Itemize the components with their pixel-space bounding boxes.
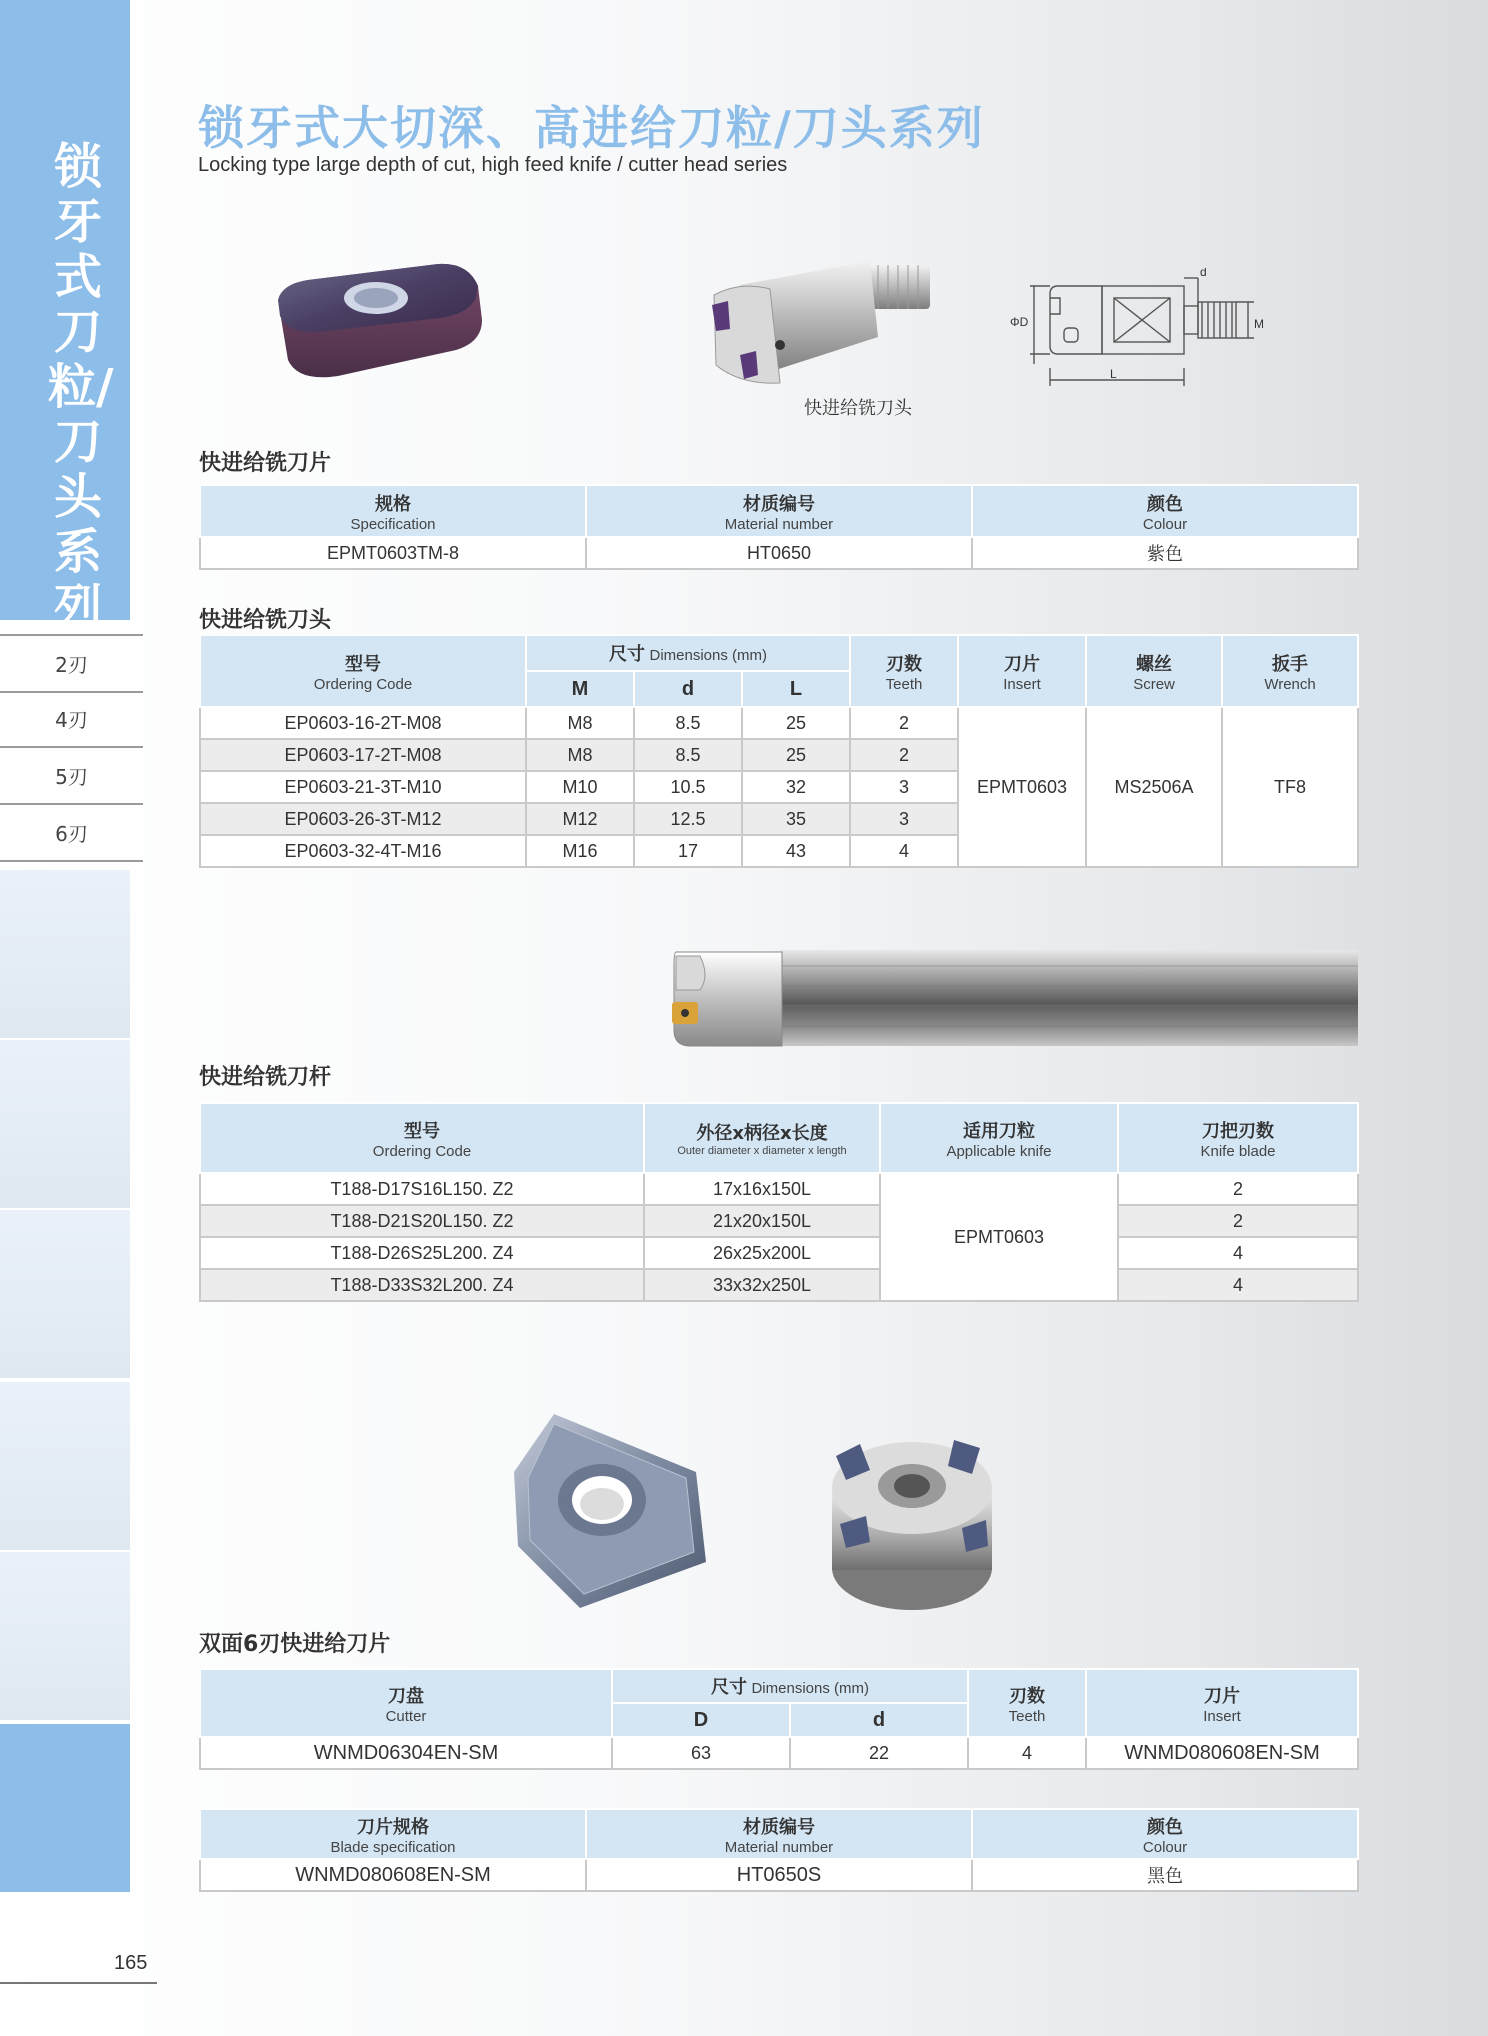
cell-code: EP0603-26-3T-M12 [200, 803, 526, 835]
cell-d: 12.5 [634, 803, 742, 835]
header-teeth: 刃数 Teeth [850, 635, 958, 707]
cell-d: 8.5 [634, 707, 742, 739]
cutter-head-caption: 快进给铣刀头 [804, 398, 912, 419]
header-d: d [634, 671, 742, 707]
sidebar [0, 0, 143, 2036]
page-title: 锁牙式大切深、高进给刀粒/刀头系列 [198, 101, 985, 155]
cell-teeth: 4 [850, 835, 958, 867]
sidebar-stripe [0, 1552, 130, 1722]
sidebar-item-label: 6刃 [55, 822, 88, 846]
header-dimensions: 尺寸 Dimensions (mm) [612, 1669, 968, 1703]
cell-M: M16 [526, 835, 634, 867]
cell-M: M12 [526, 803, 634, 835]
cell-screw: MS2506A [1086, 707, 1222, 867]
header-blade-specification: 刀片规格 Blade specification [200, 1809, 586, 1859]
table-row [200, 1237, 1358, 1269]
drawing-label-L: L [1110, 367, 1117, 381]
cell-teeth: 4 [968, 1737, 1086, 1769]
header-ordering-code: 型号 Ordering Code [200, 1103, 644, 1173]
cell-d: 8.5 [634, 739, 742, 771]
table-row [200, 1859, 1358, 1891]
cell-code: EP0603-21-3T-M10 [200, 771, 526, 803]
header-size: 外径x柄径x长度 Outer diameter x diameter x length [644, 1103, 880, 1173]
header-teeth: 刃数 Teeth [968, 1669, 1086, 1737]
page-number: 165 [114, 1952, 148, 1974]
table-row [200, 1737, 1358, 1769]
header-material: 材质编号 Material number [586, 1809, 972, 1859]
sidebar-stripe [0, 1382, 130, 1552]
cell-blades: 4 [1118, 1237, 1358, 1269]
cell-size: 33x32x250L [644, 1269, 880, 1301]
section-heading-insert: 快进给铣刀片 [199, 451, 332, 476]
sidebar-stripe [0, 1210, 130, 1380]
header-D: D [612, 1703, 790, 1737]
header-cutter: 刀盘 Cutter [200, 1669, 612, 1737]
cell-teeth: 3 [850, 803, 958, 835]
drawing-label-D: ΦD [1010, 315, 1029, 329]
header-insert: 刀片 Insert [958, 635, 1086, 707]
cell-teeth: 2 [850, 707, 958, 739]
cell-L: 25 [742, 707, 850, 739]
cell-applicable-knife: EPMT0603 [880, 1173, 1118, 1301]
cell-wrench: TF8 [1222, 707, 1358, 867]
cell-material: HT0650 [586, 537, 972, 569]
cell-code: EP0603-17-2T-M08 [200, 739, 526, 771]
cell-code: T188-D17S16L150. Z2 [200, 1173, 644, 1205]
table-row [200, 1173, 1358, 1205]
cell-code: EP0603-16-2T-M08 [200, 707, 526, 739]
cell-teeth: 2 [850, 739, 958, 771]
cell-colour: 黑色 [972, 1859, 1358, 1891]
cell-insert: WNMD080608EN-SM [1086, 1737, 1358, 1769]
cell-blades: 2 [1118, 1205, 1358, 1237]
sidebar-title: 锁牙式刀粒/刀头系列 [48, 139, 114, 635]
cell-L: 43 [742, 835, 850, 867]
sidebar-stripe [0, 870, 130, 1040]
cell-D: 63 [612, 1737, 790, 1769]
header-ordering-code: 型号 Ordering Code [200, 635, 526, 707]
cell-L: 35 [742, 803, 850, 835]
header-dimensions: 尺寸 Dimensions (mm) [526, 635, 850, 671]
header-M: M [526, 671, 634, 707]
header-screw: 螺丝 Screw [1086, 635, 1222, 707]
drawing-label-d: d [1200, 268, 1207, 279]
technical-drawing [1010, 268, 1270, 396]
sidebar-item-5-teeth[interactable] [0, 748, 143, 805]
insert-spec-table [199, 484, 1359, 570]
sidebar-stripe [0, 1040, 130, 1210]
cell-cutter: WNMD06304EN-SM [200, 1737, 612, 1769]
sidebar-blue-band [0, 1724, 130, 1892]
blade-spec-table [199, 1808, 1359, 1892]
cell-code: T188-D33S32L200. Z4 [200, 1269, 644, 1301]
cell-size: 21x20x150L [644, 1205, 880, 1237]
header-colour: 颜色 Colour [972, 485, 1358, 537]
section-heading-cutter-head: 快进给铣刀头 [199, 608, 332, 633]
hexagon-insert-photo [510, 1412, 710, 1612]
cell-L: 25 [742, 739, 850, 771]
cell-code: T188-D26S25L200. Z4 [200, 1237, 644, 1269]
cell-size: 17x16x150L [644, 1173, 880, 1205]
cell-insert: EPMT0603 [958, 707, 1086, 867]
sidebar-item-label: 5刃 [55, 765, 88, 789]
cell-d: 17 [634, 835, 742, 867]
cell-material: HT0650S [586, 1859, 972, 1891]
sidebar-item-label: 2刃 [55, 653, 88, 677]
cell-size: 26x25x200L [644, 1237, 880, 1269]
cutter-head-photo [700, 255, 940, 395]
cell-blades: 2 [1118, 1173, 1358, 1205]
section-heading-tool-bar: 快进给铣刀杆 [199, 1065, 332, 1090]
drawing-label-M: M [1254, 317, 1264, 331]
cutter-head-table [199, 634, 1359, 868]
double-sided-insert-table [199, 1668, 1359, 1770]
header-d: d [790, 1703, 968, 1737]
table-row [200, 1269, 1358, 1301]
cell-blades: 4 [1118, 1269, 1358, 1301]
sidebar-item-4-teeth[interactable] [0, 691, 143, 748]
table-row [200, 537, 1358, 569]
tool-bar-photo [670, 946, 1358, 1050]
page-subtitle: Locking type large depth of cut, high feed knife / cutter head series [198, 154, 788, 176]
cell-M: M8 [526, 739, 634, 771]
sidebar-item-2-teeth[interactable] [0, 634, 143, 693]
table-row [200, 1205, 1358, 1237]
cell-code: T188-D21S20L150. Z2 [200, 1205, 644, 1237]
tool-bar-table [199, 1102, 1359, 1302]
cell-spec: EPMT0603TM-8 [200, 537, 586, 569]
insert-photo [268, 258, 490, 398]
sidebar-title-block [0, 0, 130, 635]
sidebar-item-label: 4刃 [55, 708, 88, 732]
header-applicable-knife: 适用刀粒 Applicable knife [880, 1103, 1118, 1173]
cell-d: 22 [790, 1737, 968, 1769]
header-knife-blade: 刀把刃数 Knife blade [1118, 1103, 1358, 1173]
cell-L: 32 [742, 771, 850, 803]
cell-colour: 紫色 [972, 537, 1358, 569]
face-mill-cutter-photo [812, 1418, 1012, 1618]
cell-d: 10.5 [634, 771, 742, 803]
sidebar-item-6-teeth[interactable] [0, 805, 143, 862]
cell-teeth: 3 [850, 771, 958, 803]
header-specification: 规格 Specification [200, 485, 586, 537]
header-insert: 刀片 Insert [1086, 1669, 1358, 1737]
cell-spec: WNMD080608EN-SM [200, 1859, 586, 1891]
footer-rule [0, 1982, 157, 1984]
header-L: L [742, 671, 850, 707]
cell-code: EP0603-32-4T-M16 [200, 835, 526, 867]
table-row [200, 707, 1358, 739]
header-colour: 颜色 Colour [972, 1809, 1358, 1859]
cell-M: M8 [526, 707, 634, 739]
section-heading-double-sided-insert: 双面6刃快进给刀片 [199, 1632, 391, 1657]
header-wrench: 扳手 Wrench [1222, 635, 1358, 707]
header-material: 材质编号 Material number [586, 485, 972, 537]
cell-M: M10 [526, 771, 634, 803]
